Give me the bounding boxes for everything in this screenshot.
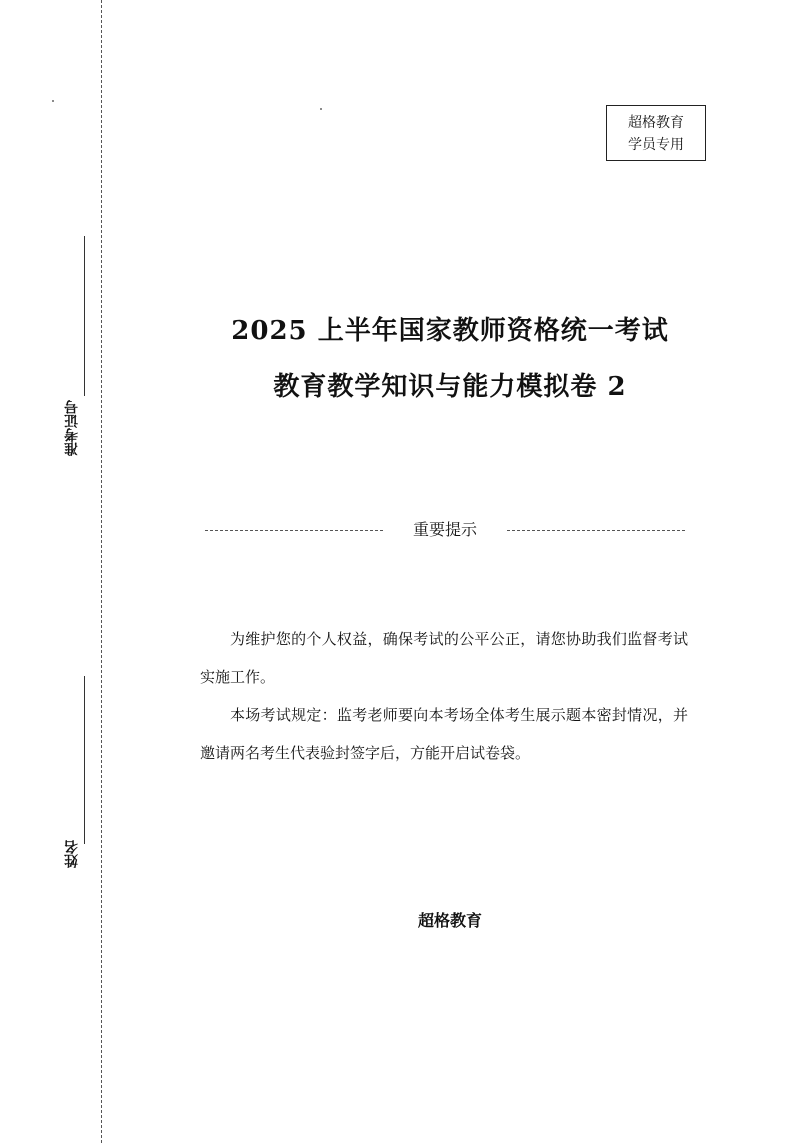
notice-heading: 重要提示	[412, 520, 477, 539]
stamp-line-1: 超格教育	[628, 115, 684, 131]
notice-paragraph-1: 为维护您的个人权益，确保考试的公平公正，请您协助我们监督考试实施工作。	[200, 630, 688, 686]
binding-dashed-line	[101, 0, 102, 1143]
scan-speck	[52, 100, 54, 102]
exam-id-label: 准考证号	[64, 400, 80, 456]
notice-heading-row	[205, 519, 685, 543]
notice-paragraph-2: 本场考试规定：监考老师要向本考场全体考生展示题本密封情况，并邀请两名考生代表验封签字后，方能开启试卷袋。	[200, 706, 688, 762]
name-label: 姓名	[64, 840, 80, 868]
exam-id-underline	[84, 236, 85, 396]
exam-subtitle: 教育教学知识与能力模拟卷 2	[273, 372, 627, 402]
stamp-line-2: 学员专用	[628, 137, 684, 153]
notice-divider-right	[507, 530, 685, 531]
name-underline	[84, 676, 85, 844]
organization-signature: 超格教育	[417, 911, 482, 930]
exam-title: 2025 上半年国家教师资格统一考试	[231, 316, 669, 346]
student-stamp	[606, 105, 706, 161]
scan-speck	[320, 108, 322, 110]
